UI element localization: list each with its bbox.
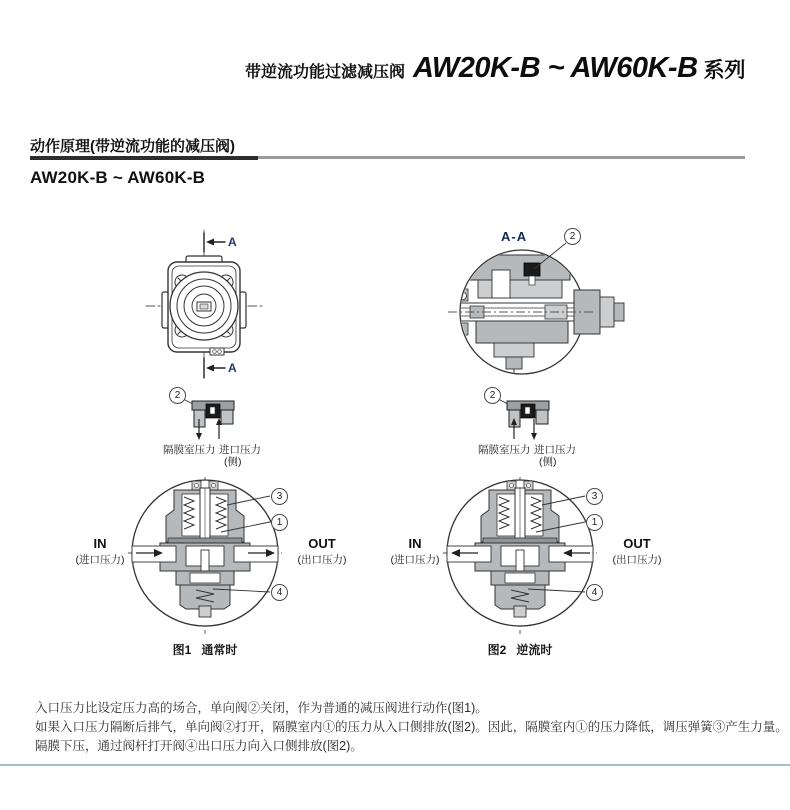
title-prefix: 带逆流功能过滤减压阀	[245, 64, 406, 81]
check-valve-detail-1-drawing	[183, 399, 234, 440]
figure1-in-text: IN	[93, 536, 107, 551]
figure2-in-label	[375, 537, 455, 567]
figure2-caption-text: 逆流时	[516, 643, 553, 657]
section-title: 动作原理(带逆流功能的减压阀)	[30, 138, 235, 155]
callout-2-detail-2: 2	[484, 387, 501, 404]
callout-2-section-view: 2	[564, 228, 581, 245]
footer-divider	[0, 764, 790, 766]
section-subtitle: AW20K-B ~ AW60K-B	[30, 168, 206, 187]
operation-line-3: 隔膜下压，通过阀杆打开阀④出口压力向入口侧排放(图2)。	[35, 739, 363, 753]
title-suffix: 系列	[703, 59, 746, 82]
detail1-diaphragm-pressure-label: 隔膜室压力	[163, 444, 216, 456]
detail2-diaphragm-pressure-label: 隔膜室压力	[478, 444, 531, 456]
figure2-out-text: OUT	[623, 536, 651, 551]
figure2-in-text: IN	[408, 536, 422, 551]
figure2-in-sub: (进口压力)	[390, 554, 440, 566]
detail2-inlet-pressure-label: 进口压力	[534, 444, 576, 456]
section-rule-dark	[30, 156, 258, 160]
section-view-title: A-A	[501, 229, 528, 244]
figure1-out-sub: (出口压力)	[297, 554, 347, 566]
detail1-inlet-pressure-sub: (侧)	[224, 456, 242, 468]
figure1-caption-no: 图1	[172, 643, 192, 657]
figure2-out-sub: (出口压力)	[612, 554, 662, 566]
callout-4-figure2: 4	[586, 584, 603, 601]
operation-line-2: 如果入口压力隔断后排气，单向阀②打开，隔膜室内①的压力从入口侧排放(图2)。因此，隔膜室内①的压力降低，调压弹簧③产生力量。	[35, 720, 788, 734]
callout-3-figure1: 3	[271, 488, 288, 505]
operation-line-1: 入口压力比设定压力高的场合，单向阀②关闭，作为普通的减压阀进行动作(图1)。	[35, 701, 488, 715]
figure1-in-sub: (进口压力)	[75, 554, 125, 566]
section-view-drawing	[448, 243, 624, 380]
detail2-inlet-pressure-sub: (侧)	[539, 456, 557, 468]
operation-description	[35, 699, 788, 756]
callout-1-figure1: 1	[271, 514, 288, 531]
front-view-drawing	[146, 230, 262, 378]
figure1-out-text: OUT	[308, 536, 336, 551]
figure1-caption	[145, 641, 265, 658]
title-model-range: AW20K-B ~ AW60K-B	[413, 52, 698, 84]
section-cut-label-top: A	[228, 235, 237, 249]
figure2-cross-section	[443, 477, 597, 634]
check-valve-detail-2-drawing	[498, 399, 549, 440]
figure-cross-section	[128, 477, 282, 634]
callout-1-figure2: 1	[586, 514, 603, 531]
figure1-out-label	[280, 537, 364, 567]
detail1-inlet-pressure-label: 进口压力	[219, 444, 261, 456]
diagram-canvas	[0, 200, 790, 670]
figure2-caption	[460, 641, 580, 658]
section-cut-label-bottom: A	[228, 361, 237, 375]
callout-2-detail-1: 2	[169, 387, 186, 404]
figure1-in-label	[60, 537, 140, 567]
section-rule	[30, 156, 745, 159]
callout-4-figure1: 4	[271, 584, 288, 601]
figure2-out-label	[595, 537, 679, 567]
callout-3-figure2: 3	[586, 488, 603, 505]
page-title	[245, 52, 746, 85]
figure1-caption-text: 通常时	[201, 643, 238, 657]
figure2-caption-no: 图2	[487, 643, 507, 657]
